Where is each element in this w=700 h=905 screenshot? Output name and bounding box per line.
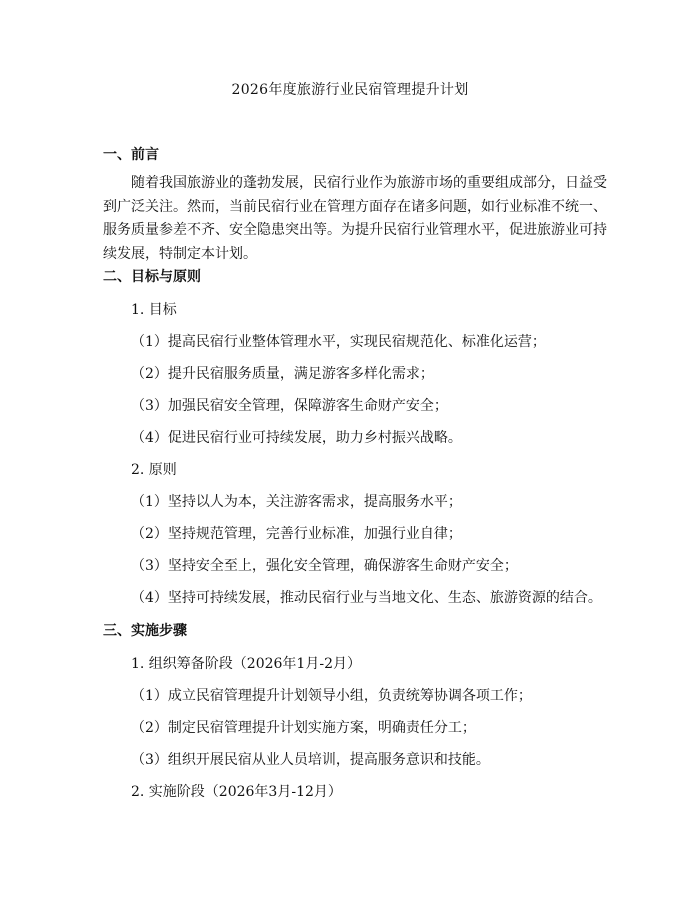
paragraph-line: 服务质量参差不齐、安全隐患突出等。为提升民宿行业管理水平，促进旅游业可持	[103, 222, 607, 238]
paragraph-line: 续发展，特制定本计划。	[103, 245, 257, 262]
list-item: （2）坚持规范管理，完善行业标准，加强行业自律；	[131, 526, 462, 542]
list-item: （1）成立民宿管理提升计划领导小组，负责统筹协调各项工作；	[131, 688, 532, 704]
list-item: （3）加强民宿安全管理，保障游客生命财产安全；	[131, 398, 448, 414]
preface-paragraph	[103, 172, 611, 266]
list-item: （1）提高民宿行业整体管理水平，实现民宿规范化、标准化运营；	[131, 334, 546, 350]
page-title: 2026年度旅游行业民宿管理提升计划	[231, 82, 469, 98]
list-item: （3）坚持安全至上，强化安全管理，确保游客生命财产安全；	[131, 558, 518, 574]
list-item: （3）组织开展民宿从业人员培训，提高服务意识和技能。	[131, 752, 490, 768]
section-heading-implementation: 三、实施步骤	[103, 623, 187, 639]
subsection-label-implementation-stage: 2. 实施阶段（2026年3月-12月）	[131, 784, 342, 800]
list-item: （4）促进民宿行业可持续发展，助力乡村振兴战略。	[131, 430, 462, 446]
paragraph-line: 到广泛关注。然而，当前民宿行业在管理方面存在诸多问题，如行业标准不统一、	[103, 198, 607, 215]
list-item: （4）坚持可持续发展，推动民宿行业与当地文化、生态、旅游资源的结合。	[131, 590, 602, 606]
list-item: （2）提升民宿服务质量，满足游客多样化需求；	[131, 366, 434, 382]
section-heading-goals-principles: 二、目标与原则	[103, 269, 201, 285]
subsection-label-preparation: 1. 组织筹备阶段（2026年1月-2月）	[131, 656, 361, 672]
section-heading-preface: 一、前言	[103, 147, 159, 163]
subsection-label-goals: 1. 目标	[131, 302, 177, 318]
paragraph-line: 随着我国旅游业的蓬勃发展，民宿行业作为旅游市场的重要组成部分，日益受	[131, 175, 607, 191]
list-item: （2）制定民宿管理提升计划实施方案，明确责任分工；	[131, 720, 476, 736]
list-item: （1）坚持以人为本，关注游客需求，提高服务水平；	[131, 494, 462, 510]
subsection-label-principles: 2. 原则	[131, 462, 177, 478]
